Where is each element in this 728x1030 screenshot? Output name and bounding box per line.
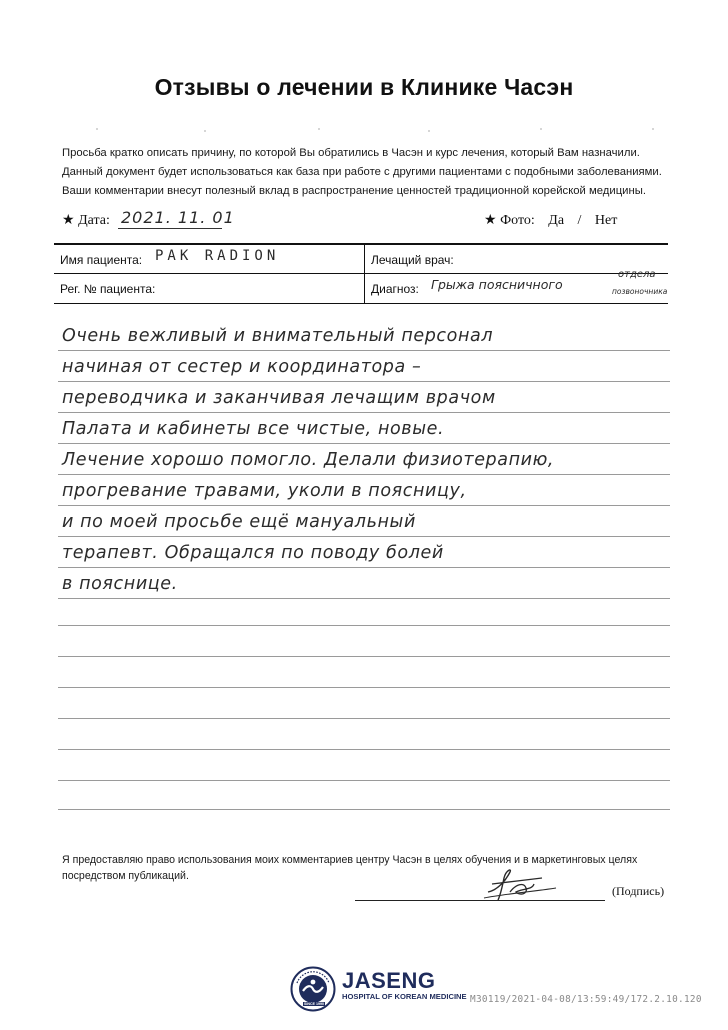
scan-speck (318, 128, 320, 130)
review-line-7[interactable]: и по моей просьбе ещё мануальный (62, 512, 416, 532)
writing-rule (58, 443, 670, 444)
diagnosis-label: Диагноз: (371, 282, 419, 296)
jaseng-seal-logo (290, 966, 336, 1012)
diagnosis-value-bottom: позвоночника (612, 287, 668, 296)
writing-rule (58, 536, 670, 537)
document-title: Отзывы о лечении в Клинике Часэн (154, 74, 574, 100)
review-line-3[interactable]: переводчика и заканчивая лечащим врачом (62, 388, 496, 408)
writing-rule (58, 505, 670, 506)
writing-rule (58, 412, 670, 413)
date-label: Дата: (78, 213, 110, 228)
diagnosis-value-top: отдела (618, 269, 656, 280)
photo-no-option[interactable]: Нет (594, 213, 618, 228)
table-column-divider (364, 245, 365, 303)
writing-rule (58, 567, 670, 568)
photo-yes-option[interactable]: Да (548, 213, 565, 228)
writing-rule (58, 687, 670, 688)
date-value[interactable]: 2021. 11. 01 (121, 208, 235, 227)
review-line-5[interactable]: Лечение хорошо помогло. Делали физиотерапию, (62, 450, 555, 470)
review-line-4[interactable]: Палата и кабинеты все чистые, новые. (62, 419, 445, 439)
scan-speck (428, 130, 430, 132)
writing-rule (58, 625, 670, 626)
patient-info-table (54, 243, 668, 304)
date-row (62, 212, 110, 229)
date-star-icon: ★ (62, 213, 75, 228)
scan-stamp: M30119/2021-04-08/13:59:49/172.2.10.120 (470, 994, 702, 1005)
writing-rule (58, 598, 670, 599)
seal-year: SINCE 1990 (304, 1002, 324, 1006)
doctor-label: Лечащий врач: (371, 253, 454, 267)
jaseng-logo-text: JASENG (342, 968, 436, 993)
jaseng-logo-subtitle: HOSPITAL OF KOREAN MEDICINE (342, 992, 467, 1001)
intro-line-2: Данный документ будет использоваться как база при работе с другими пациентами с подобными заболеваниями. (62, 166, 662, 178)
scan-speck (204, 130, 206, 132)
photo-star-icon: ★ (484, 213, 497, 228)
review-line-9[interactable]: в пояснице. (62, 574, 178, 594)
photo-label: Фото: (500, 213, 535, 228)
intro-line-3: Ваши комментарии внесут полезный вклад в распространение ценностей традиционной корейской медицины. (62, 185, 646, 197)
writing-rule (58, 718, 670, 719)
intro-line-1: Просьба кратко описать причину, по которой Вы обратились в Часэн и курс лечения, который Вам назначили. (62, 147, 640, 159)
scan-speck (96, 128, 98, 130)
scan-speck (540, 128, 542, 130)
writing-rule (58, 474, 670, 475)
date-underline (118, 228, 222, 229)
photo-row (484, 212, 617, 229)
review-line-2[interactable]: начиная от сестер и координатора – (62, 357, 422, 377)
patient-name-value[interactable]: PAK RADION (155, 248, 280, 264)
writing-rule (58, 350, 670, 351)
consent-text: Я предоставляю право использования моих комментариев центру Часэн в целях обучения и в маркетинговых целях посредством публикаций. (62, 854, 638, 882)
diagnosis-value[interactable]: Грыжа поясничного (431, 277, 563, 292)
patient-name-label: Имя пациента: (60, 253, 143, 267)
review-line-8[interactable]: терапевт. Обращался по поводу болей (62, 543, 444, 563)
signature-label: (Подпись) (612, 884, 665, 898)
signature-line (355, 900, 605, 901)
writing-rule (58, 749, 670, 750)
writing-rule (58, 809, 670, 810)
writing-rule (58, 780, 670, 781)
scan-speck (652, 128, 654, 130)
patient-reg-label: Рег. № пациента: (60, 282, 156, 296)
writing-rule (58, 656, 670, 657)
writing-rule (58, 381, 670, 382)
table-row-divider (54, 273, 668, 274)
review-line-1[interactable]: Очень вежливый и внимательный персонал (62, 326, 494, 346)
review-line-6[interactable]: прогревание травами, уколи в поясницу, (62, 481, 467, 501)
photo-separator: / (577, 213, 582, 228)
